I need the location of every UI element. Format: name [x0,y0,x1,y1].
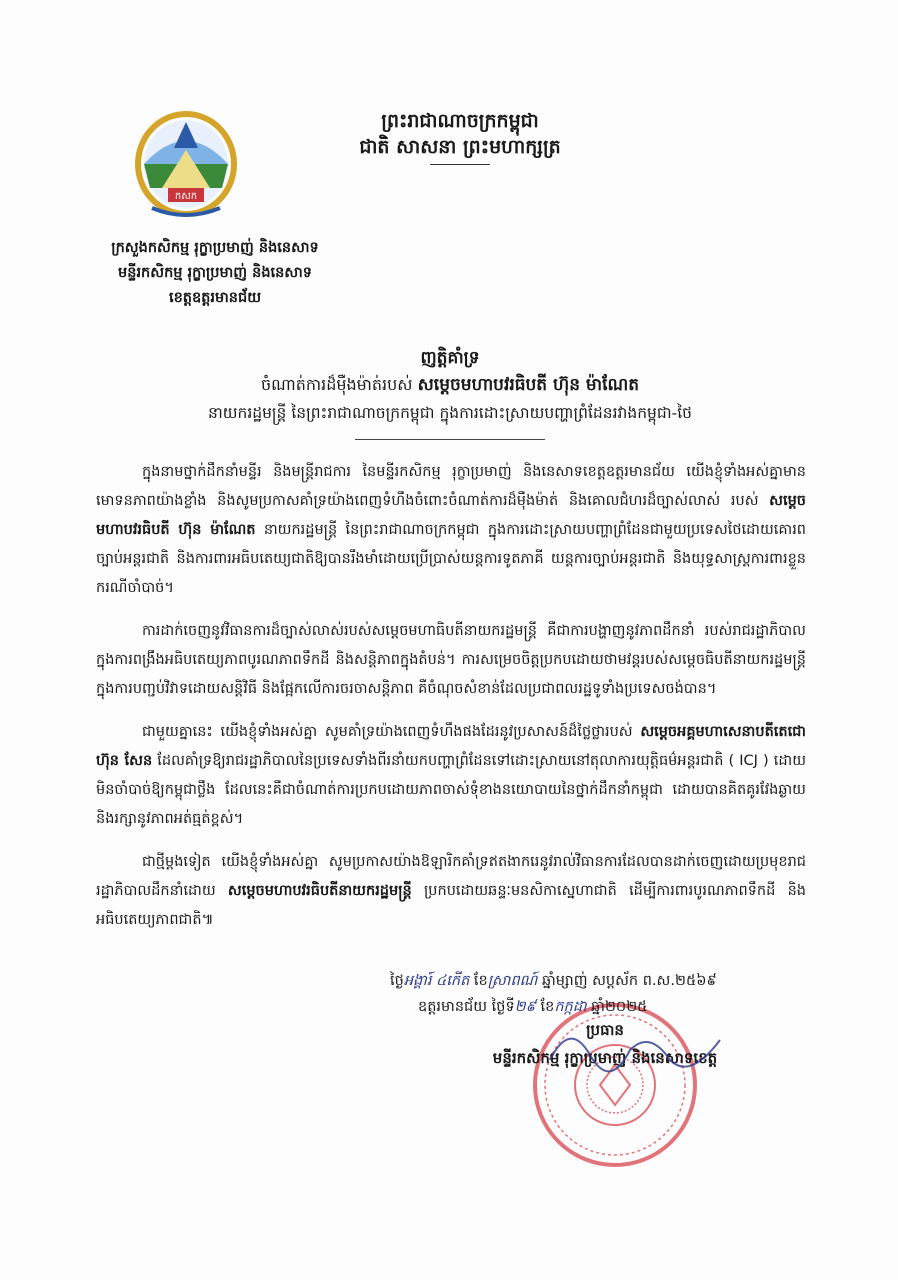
solar-month: កក្កដា [554,999,587,1015]
title-subject-prefix: ចំណាត់ការដ៏ម៉ឺងម៉ាត់របស់ [260,375,418,394]
paragraph-4 [96,848,806,935]
title-subject-name: សម្តេចមហាបវរធិបតី ហ៊ុន ម៉ាណែត [417,375,640,395]
department-name: មន្ទីរកសិកម្ម រុក្ខាប្រមាញ់ និងនេសាទ [118,265,312,281]
p4-text-a: ជាថ្មីម្តងទៀត យើងខ្ញុំទាំងអស់គ្នា សូមប្រកាសយ៉ាងឱឡារិកគាំទ្រឥតងាករេនូវរាល់វិធានការដែលបានដាក់ចេញដោយប្រមុខរាជរដ្ឋាភិបាលដឹកនាំដោយ [96,854,806,899]
kingdom-title: ព្រះរាជាណាចក្រកម្ពុជា [381,110,539,132]
p4-text-b: ប្រកបដោយឆន្ទៈមនសិកាស្នេហាជាតិ ដើម្បីការពារបូរណភាពទឹកដី និងអធិបតេយ្យភាពជាតិ៕ [96,883,807,928]
title-subject [60,371,840,399]
lunar-suffix: ឆ្នាំម្សាញ់ សប្តស័ក ព.ស.២៥៦៩ [537,973,717,989]
logo-text: កសក [174,191,198,202]
ministry-name: ក្រសួងកសិកម្ម រុក្ខាប្រមាញ់ និងនេសាទ [111,240,319,256]
ministry-header [80,236,350,311]
p1-text-b: នាយករដ្ឋមន្ត្រី នៃព្រះរាជាណាចក្រកម្ពុជា ក្នុងការដោះស្រាយបញ្ហាព្រំដែនជាមួយប្រទេសថៃដោយគោរពច្បាប់អន្តរជាតិ និងការពារអធិបតេយ្យជាតិឱ្យបានរឹងមាំដោយប្រើប្រាស់យន្តការទូតភាគី យន្តការច្បាប់អន្តរជាតិ និងយុទ្ធសាស្ត្រការពារខ្លួនករណីចាំបាច់។ [96,522,807,596]
lunar-mid: ខែ [469,973,488,989]
p3-bold: សម្តេចអគ្គមហាសេនាបតីតេជោ ហ៊ុន សែន [96,724,806,769]
p4-bold: សម្តេចមហាបវរធិបតីនាយករដ្ឋមន្ត្រី [227,883,412,899]
lunar-day: អង្គារ៍ ៤កើត [403,973,470,989]
handwritten-signature [540,1010,740,1090]
paragraph-2: ការដាក់ចេញនូវវិធានការដ៏ច្បាស់លាស់របស់សម្តេចមហាធិបតីនាយករដ្ឋមន្ត្រី គឺជាការបង្ហាញនូវភាពដឹកនាំ របស់រាជរដ្ឋាភិបាល ក្នុងការពង្រឹងអធិបតេយ្យភាពបូរណភាពទឹកដី និងសន្តិភាពក្នុងតំបន់។ ការសម្រេចចិត្តប្រកបដោយថាមវន្តរបស់សម្តេចធិបតីនាយករដ្ឋមន្ត្រីក្នុងការបញ្ជប់វិវាទដោយសន្តិវិធី និងផ្អែកលើការចរចាសន្តិភាព គឺចំណុចសំខាន់ដែលប្រជាពលរដ្ឋទូទាំងប្រទេសចង់បាន។ [96,623,806,697]
solar-day: ២៩ [514,999,536,1015]
document-title [60,345,840,440]
lunar-date [390,968,810,994]
title-ornament [355,439,545,440]
title-heading: ញត្តិគាំទ្រ [420,348,480,368]
p1-text-a: ក្នុងនាមថ្នាក់ដឹកនាំមន្ទីរ និងមន្ត្រីរាជការ នៃមន្ទីរកសិកម្ម រុក្ខាប្រមាញ់ និងនេសាទខេត្តឧត្តរមានជ័យ យើងខ្ញុំទាំងអស់គ្នាមានមោទនភាពយ៉ាងខ្លាំង និងសូមប្រកាសគាំទ្រយ៉ាងពេញទំហឹងចំពោះចំណាត់ការដ៏ម៉ឺងម៉ាត់ និងគោលជំហរដ៏ច្បាស់លាស់ របស់ [96,464,806,509]
document-body [96,458,806,949]
signer-position: ប្រធាន [586,1021,624,1039]
kingdom-header [330,108,590,165]
paragraph-3 [96,718,806,834]
lunar-month: ស្រាពណ៍ [487,973,538,989]
p1-bold: សម្តេចមហាបវរធិបតី ហ៊ុន ម៉ាណែត [96,493,806,538]
title-description: នាយករដ្ឋមន្ត្រី នៃព្រះរាជាណាចក្រកម្ពុជា ក្នុងការដោះស្រាយបញ្ហាព្រំដែនរវាងកម្ពុជា-ថៃ [207,404,692,422]
solar-suffix: ឆ្នាំ២០២៥ [586,999,648,1015]
province-name: ខេត្តឧត្តរមានជ័យ [168,290,262,306]
solar-prefix: ឧត្តរមានជ័យ ថ្ងៃទី [418,999,515,1015]
p3-text-b: ដែលគាំទ្រឱ្យរាជរដ្ឋាភិបាលនៃប្រទេសទាំងពីរនាំយកបញ្ហាព្រំដែនទៅដោះស្រាយនៅតុលាការយុត្តិធម៌អន្តរជាតិ ( ICJ ) ដោយមិនចាំបាច់ឱ្យកម្ពុជាថ្លឹង ដែលនេះគឺជាចំណាត់ការប្រកបដោយភាពចាស់ទុំខាងនយោបាយនៃថ្នាក់ដឹកនាំកម្ពុជា ដោយបានគិតគូរវែងឆ្ងាយ និងរក្សានូវភាពអត់ធ្មត់ខ្ពស់។ [96,753,807,827]
kingdom-motto: ជាតិ សាសនា ព្រះមហាក្សត្រ [359,136,561,158]
p3-text-a: ជាមួយគ្នានេះ យើងខ្ញុំទាំងអស់គ្នា សូមគាំទ្រយ៉ាងពេញទំហឹងផងដែរនូវប្រសាសន៍ដ៏ថ្លៃថ្លារបស់ [142,724,641,740]
ministry-emblem-logo [122,108,250,226]
solar-mid: ខែ [535,999,555,1015]
signer-organization: មន្ទីរកសិកម្ម រុក្ខាប្រមាញ់ និងនេសាទខេត្ត [492,1049,718,1067]
paragraph-1 [96,458,806,603]
header-ornament [430,164,490,165]
lunar-prefix: ថ្ងៃ [390,973,404,989]
